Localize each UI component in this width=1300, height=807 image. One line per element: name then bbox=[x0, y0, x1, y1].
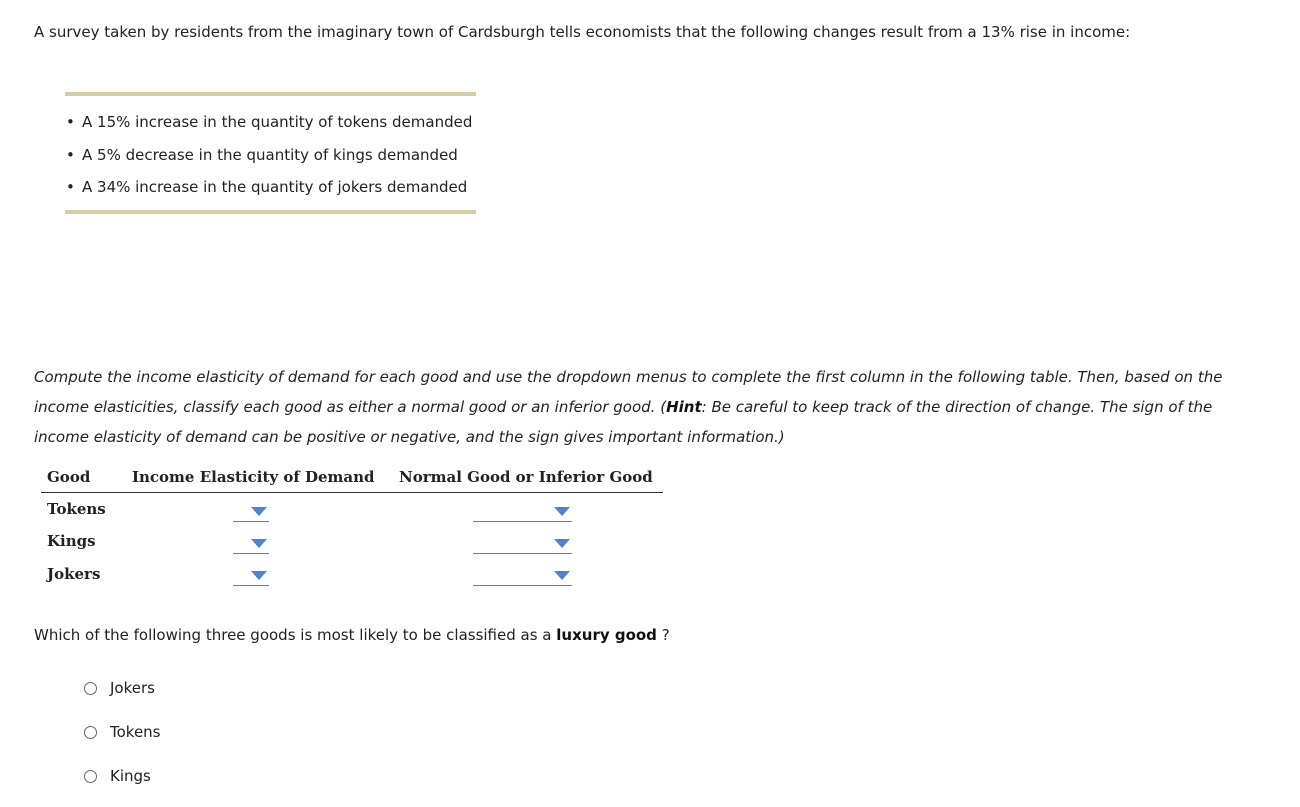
option-label: Tokens bbox=[110, 723, 161, 741]
caret-down-icon bbox=[554, 571, 570, 580]
caret-down-icon bbox=[251, 571, 267, 580]
question-prefix: Which of the following three goods is most likely to be classified as a bbox=[34, 626, 557, 644]
classification-dropdown-jokers[interactable] bbox=[473, 567, 572, 586]
question-text bbox=[34, 626, 670, 644]
caret-down-icon bbox=[251, 539, 267, 548]
caret-down-icon bbox=[554, 539, 570, 548]
list-item-text: A 15% increase in the quantity of tokens demanded bbox=[82, 113, 473, 131]
radio-button[interactable] bbox=[84, 682, 97, 695]
question-suffix: ? bbox=[656, 626, 670, 644]
instructions-text bbox=[34, 362, 1234, 452]
row-label-kings: Kings bbox=[47, 532, 96, 550]
bullet-icon: • bbox=[66, 145, 75, 164]
option-kings[interactable] bbox=[84, 764, 151, 788]
table-header-rule bbox=[41, 492, 663, 493]
box-bottom-rule bbox=[65, 210, 476, 214]
classification-dropdown-tokens[interactable] bbox=[473, 503, 572, 522]
list-item-text: A 34% increase in the quantity of jokers demanded bbox=[82, 178, 468, 196]
question-emphasis: luxury good bbox=[556, 626, 657, 644]
elasticity-dropdown-kings[interactable] bbox=[233, 535, 269, 554]
radio-button[interactable] bbox=[84, 726, 97, 739]
option-tokens[interactable] bbox=[84, 720, 161, 744]
header-classification: Normal Good or Inferior Good bbox=[399, 468, 653, 486]
elasticity-dropdown-jokers[interactable] bbox=[233, 567, 269, 586]
hint-label: Hint bbox=[666, 398, 702, 416]
instructions-part1: Compute the income elasticity of demand for each good and use the dropdown menus to complete the first column in the following table. Then, based on the income elasticities, classify each good as either a normal good or an inferior good. ( bbox=[34, 368, 1223, 416]
caret-down-icon bbox=[251, 507, 267, 516]
classification-dropdown-kings[interactable] bbox=[473, 535, 572, 554]
header-good: Good bbox=[47, 468, 91, 486]
intro-text: A survey taken by residents from the imaginary town of Cardsburgh tells economists that the following changes result from a 13% rise in income: bbox=[34, 23, 1131, 41]
radio-button[interactable] bbox=[84, 770, 97, 783]
list-item bbox=[66, 110, 472, 143]
header-elasticity: Income Elasticity of Demand bbox=[132, 468, 375, 486]
option-label: Jokers bbox=[110, 679, 155, 697]
list-item-text: A 5% decrease in the quantity of kings demanded bbox=[82, 145, 458, 164]
list-item bbox=[66, 175, 472, 208]
bullet-icon: • bbox=[66, 178, 75, 196]
changes-list bbox=[66, 110, 472, 208]
box-top-rule bbox=[65, 92, 476, 96]
row-label-jokers: Jokers bbox=[47, 565, 101, 583]
instructions-part2: : Be careful to keep track of the direction of change. The sign of the income elasticity of demand can be positive or negative, and the sign gives important information.) bbox=[34, 398, 1213, 446]
option-label: Kings bbox=[110, 767, 151, 785]
bullet-icon: • bbox=[66, 113, 75, 131]
list-item bbox=[66, 143, 472, 176]
elasticity-dropdown-tokens[interactable] bbox=[233, 503, 269, 522]
option-jokers[interactable] bbox=[84, 676, 155, 700]
caret-down-icon bbox=[554, 507, 570, 516]
row-label-tokens: Tokens bbox=[47, 500, 106, 518]
